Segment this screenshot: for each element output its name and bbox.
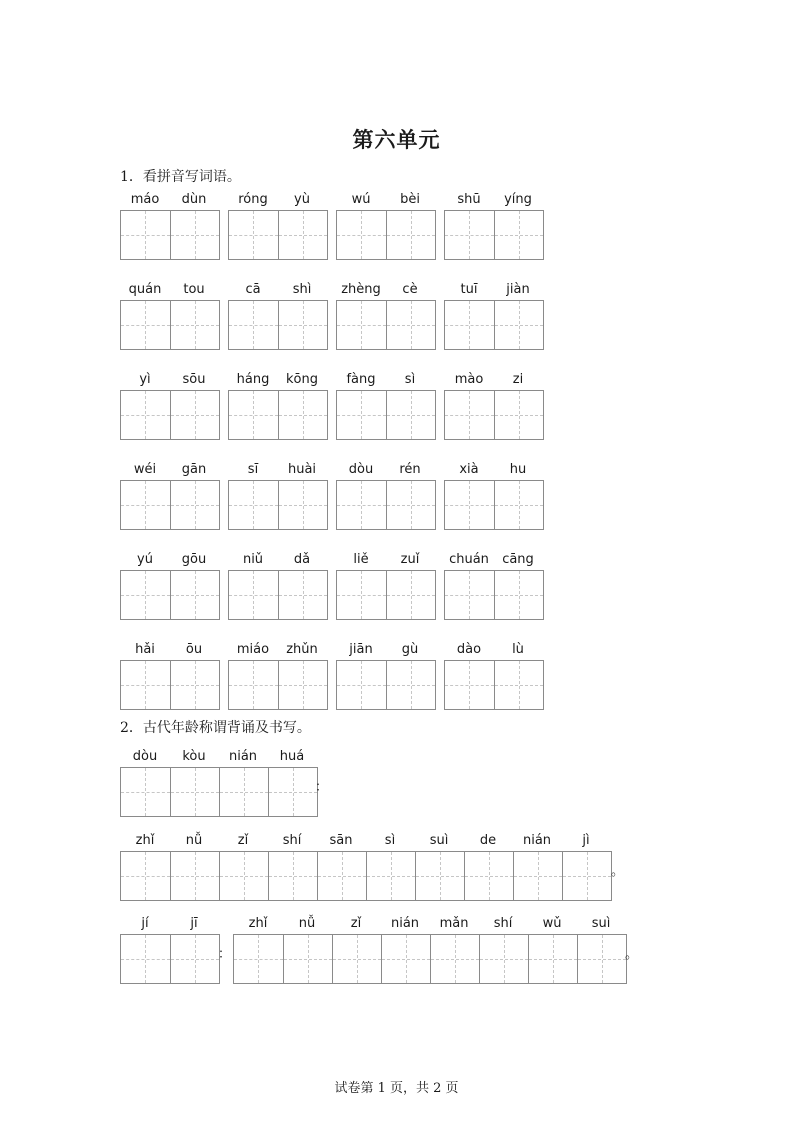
pinyin-label: nǚ bbox=[298, 916, 316, 931]
pinyin-row bbox=[336, 552, 434, 570]
pinyin-row bbox=[444, 462, 542, 480]
tianzige-cell[interactable] bbox=[170, 301, 219, 349]
tianzige-cell[interactable] bbox=[430, 935, 479, 983]
tianzige-cell[interactable] bbox=[415, 852, 464, 900]
pinyin-label: huá bbox=[279, 749, 305, 764]
tianzige-cell[interactable] bbox=[121, 768, 170, 816]
pinyin-label: dòu bbox=[132, 749, 158, 764]
pinyin-label: sì bbox=[404, 372, 416, 387]
pinyin-label: máo bbox=[130, 192, 160, 207]
pinyin-label: yú bbox=[137, 552, 153, 567]
tianzige-cell[interactable] bbox=[337, 211, 386, 259]
tianzige-cell[interactable] bbox=[170, 935, 219, 983]
writing-box bbox=[120, 480, 220, 530]
pinyin-row bbox=[120, 749, 316, 767]
page-title: 第六单元 bbox=[352, 127, 441, 152]
writing-box bbox=[233, 934, 627, 984]
tianzige-cell[interactable] bbox=[170, 481, 219, 529]
writing-box bbox=[228, 660, 328, 710]
pinyin-label: dùn bbox=[181, 192, 207, 207]
writing-box bbox=[336, 210, 436, 260]
pinyin-row bbox=[228, 372, 326, 390]
pinyin-label: gù bbox=[401, 642, 419, 657]
pinyin-label: wǔ bbox=[542, 916, 562, 931]
page-footer: 试卷第 1 页，共 2 页 bbox=[334, 1081, 459, 1096]
pinyin-label: wéi bbox=[133, 462, 157, 477]
writing-box bbox=[228, 570, 328, 620]
tianzige-cell[interactable] bbox=[121, 935, 170, 983]
writing-box bbox=[120, 851, 612, 901]
writing-box bbox=[444, 210, 544, 260]
pinyin-row bbox=[444, 372, 542, 390]
tianzige-cell[interactable] bbox=[121, 571, 170, 619]
pinyin-label: cè bbox=[402, 282, 418, 297]
writing-box bbox=[336, 660, 436, 710]
tianzige-cell[interactable] bbox=[337, 391, 386, 439]
pinyin-label: nián bbox=[228, 749, 258, 764]
writing-box bbox=[120, 767, 318, 817]
pinyin-label: kōng bbox=[286, 372, 318, 387]
pinyin-row bbox=[120, 192, 218, 210]
pinyin-label: jí bbox=[141, 916, 149, 931]
writing-box bbox=[336, 390, 436, 440]
question-2-title: 2．古代年龄称谓背诵及书写。 bbox=[120, 720, 311, 736]
tianzige-cell[interactable] bbox=[445, 391, 494, 439]
writing-box bbox=[336, 570, 436, 620]
tianzige-cell[interactable] bbox=[577, 935, 626, 983]
pinyin-label: dào bbox=[456, 642, 482, 657]
pinyin-label: yù bbox=[294, 192, 310, 207]
pinyin-row bbox=[444, 282, 542, 300]
writing-box bbox=[120, 660, 220, 710]
tianzige-cell[interactable] bbox=[219, 768, 268, 816]
tianzige-cell[interactable] bbox=[170, 391, 219, 439]
tianzige-cell[interactable] bbox=[278, 481, 327, 529]
pinyin-label: shì bbox=[292, 282, 312, 297]
pinyin-label: xià bbox=[459, 462, 479, 477]
tianzige-cell[interactable] bbox=[229, 661, 278, 709]
tianzige-cell[interactable] bbox=[445, 571, 494, 619]
tianzige-cell[interactable] bbox=[386, 211, 435, 259]
pinyin-row bbox=[120, 916, 218, 934]
writing-box bbox=[120, 300, 220, 350]
pinyin-label: tou bbox=[183, 282, 205, 297]
pinyin-label: jiàn bbox=[506, 282, 530, 297]
pinyin-label: rén bbox=[399, 462, 421, 477]
pinyin-row bbox=[228, 282, 326, 300]
colon-mark: ： bbox=[218, 947, 232, 962]
pinyin-label: mào bbox=[454, 372, 484, 387]
tianzige-cell[interactable] bbox=[229, 481, 278, 529]
tianzige-cell[interactable] bbox=[366, 852, 415, 900]
pinyin-row bbox=[336, 642, 434, 660]
pinyin-label: zhǔn bbox=[286, 642, 318, 657]
writing-box bbox=[444, 570, 544, 620]
writing-box bbox=[120, 934, 220, 984]
tianzige-cell[interactable] bbox=[445, 211, 494, 259]
tianzige-cell[interactable] bbox=[268, 768, 317, 816]
pinyin-label: dǎ bbox=[293, 552, 311, 567]
tianzige-cell[interactable] bbox=[494, 571, 543, 619]
pinyin-label: tuī bbox=[460, 282, 478, 297]
tianzige-cell[interactable] bbox=[494, 481, 543, 529]
pinyin-label: sì bbox=[384, 833, 396, 848]
pinyin-label: dòu bbox=[348, 462, 374, 477]
writing-box bbox=[120, 210, 220, 260]
pinyin-row bbox=[228, 462, 326, 480]
tianzige-cell[interactable] bbox=[229, 391, 278, 439]
writing-box bbox=[228, 480, 328, 530]
tianzige-cell[interactable] bbox=[278, 571, 327, 619]
pinyin-label: zǐ bbox=[237, 833, 249, 848]
pinyin-label: nián bbox=[390, 916, 420, 931]
pinyin-label: hu bbox=[509, 462, 527, 477]
pinyin-label: wú bbox=[351, 192, 371, 207]
pinyin-label: sī bbox=[247, 462, 259, 477]
pinyin-label: gōu bbox=[181, 552, 207, 567]
tianzige-cell[interactable] bbox=[386, 571, 435, 619]
pinyin-label: róng bbox=[238, 192, 268, 207]
tianzige-cell[interactable] bbox=[479, 935, 528, 983]
pinyin-label: niǔ bbox=[242, 552, 264, 567]
pinyin-label: cā bbox=[245, 282, 261, 297]
pinyin-row bbox=[444, 192, 542, 210]
pinyin-label: suì bbox=[591, 916, 611, 931]
pinyin-label: yì bbox=[139, 372, 151, 387]
pinyin-label: zhèng bbox=[341, 282, 381, 297]
tianzige-cell[interactable] bbox=[229, 211, 278, 259]
pinyin-label: shū bbox=[457, 192, 481, 207]
pinyin-label: sān bbox=[329, 833, 353, 848]
tianzige-cell[interactable] bbox=[513, 852, 562, 900]
tianzige-cell[interactable] bbox=[494, 391, 543, 439]
writing-box bbox=[120, 570, 220, 620]
tianzige-cell[interactable] bbox=[219, 852, 268, 900]
pinyin-row bbox=[228, 642, 326, 660]
period-mark: 。 bbox=[625, 947, 639, 962]
writing-box bbox=[444, 390, 544, 440]
tianzige-cell[interactable] bbox=[494, 661, 543, 709]
pinyin-label: lù bbox=[512, 642, 524, 657]
tianzige-cell[interactable] bbox=[386, 481, 435, 529]
pinyin-row bbox=[336, 192, 434, 210]
pinyin-row bbox=[336, 462, 434, 480]
tianzige-cell[interactable] bbox=[170, 211, 219, 259]
pinyin-row bbox=[120, 372, 218, 390]
pinyin-label: fàng bbox=[346, 372, 376, 387]
pinyin-label: zi bbox=[512, 372, 524, 387]
writing-box bbox=[444, 300, 544, 350]
pinyin-label: liě bbox=[353, 552, 369, 567]
writing-box bbox=[444, 480, 544, 530]
question-1-title: 1．看拼音写词语。 bbox=[120, 169, 241, 185]
pinyin-label: zhǐ bbox=[135, 833, 155, 848]
tianzige-cell[interactable] bbox=[337, 571, 386, 619]
tianzige-cell[interactable] bbox=[445, 481, 494, 529]
pinyin-label: shí bbox=[493, 916, 513, 931]
writing-box bbox=[336, 300, 436, 350]
pinyin-label: yíng bbox=[504, 192, 532, 207]
tianzige-cell[interactable] bbox=[170, 768, 219, 816]
pinyin-label: quán bbox=[128, 282, 162, 297]
tianzige-cell[interactable] bbox=[170, 852, 219, 900]
pinyin-row bbox=[228, 552, 326, 570]
tianzige-cell[interactable] bbox=[121, 481, 170, 529]
pinyin-label: kòu bbox=[182, 749, 206, 764]
pinyin-row bbox=[336, 372, 434, 390]
writing-box bbox=[444, 660, 544, 710]
pinyin-label: hǎi bbox=[135, 642, 155, 657]
pinyin-label: mǎn bbox=[439, 916, 469, 931]
tianzige-cell[interactable] bbox=[170, 571, 219, 619]
tianzige-cell[interactable] bbox=[445, 661, 494, 709]
tianzige-cell[interactable] bbox=[317, 852, 366, 900]
tianzige-cell[interactable] bbox=[337, 301, 386, 349]
tianzige-cell[interactable] bbox=[278, 391, 327, 439]
period-mark: 。 bbox=[611, 864, 625, 879]
tianzige-cell[interactable] bbox=[528, 935, 577, 983]
tianzige-cell[interactable] bbox=[278, 301, 327, 349]
tianzige-cell[interactable] bbox=[121, 391, 170, 439]
tianzige-cell[interactable] bbox=[121, 211, 170, 259]
tianzige-cell[interactable] bbox=[445, 301, 494, 349]
pinyin-label: miáo bbox=[236, 642, 270, 657]
pinyin-label: gān bbox=[181, 462, 207, 477]
pinyin-row bbox=[233, 916, 625, 934]
pinyin-label: háng bbox=[236, 372, 270, 387]
pinyin-label: nǚ bbox=[185, 833, 203, 848]
pinyin-label: jì bbox=[582, 833, 590, 848]
pinyin-label: huài bbox=[287, 462, 317, 477]
pinyin-label: de bbox=[479, 833, 497, 848]
pinyin-row bbox=[120, 282, 218, 300]
pinyin-row bbox=[444, 642, 542, 660]
pinyin-label: jī bbox=[190, 916, 198, 931]
pinyin-label: zhǐ bbox=[248, 916, 268, 931]
tianzige-cell[interactable] bbox=[170, 661, 219, 709]
pinyin-row bbox=[120, 552, 218, 570]
tianzige-cell[interactable] bbox=[121, 852, 170, 900]
pinyin-row bbox=[120, 462, 218, 480]
colon-mark: ： bbox=[315, 780, 329, 795]
pinyin-label: cāng bbox=[502, 552, 534, 567]
tianzige-cell[interactable] bbox=[268, 852, 317, 900]
tianzige-cell[interactable] bbox=[337, 661, 386, 709]
tianzige-cell[interactable] bbox=[332, 935, 381, 983]
tianzige-cell[interactable] bbox=[283, 935, 332, 983]
pinyin-label: sōu bbox=[182, 372, 206, 387]
writing-box bbox=[336, 480, 436, 530]
tianzige-cell[interactable] bbox=[229, 301, 278, 349]
pinyin-label: zuǐ bbox=[400, 552, 420, 567]
pinyin-row bbox=[336, 282, 434, 300]
writing-box bbox=[120, 390, 220, 440]
pinyin-label: jiān bbox=[349, 642, 373, 657]
writing-box bbox=[228, 300, 328, 350]
pinyin-row bbox=[120, 642, 218, 660]
pinyin-label: bèi bbox=[400, 192, 420, 207]
tianzige-cell[interactable] bbox=[121, 661, 170, 709]
pinyin-row bbox=[120, 833, 610, 851]
pinyin-row bbox=[444, 552, 542, 570]
pinyin-label: shí bbox=[282, 833, 302, 848]
pinyin-label: nián bbox=[522, 833, 552, 848]
pinyin-label: ōu bbox=[185, 642, 203, 657]
pinyin-row bbox=[228, 192, 326, 210]
tianzige-cell[interactable] bbox=[234, 935, 283, 983]
pinyin-label: zǐ bbox=[350, 916, 362, 931]
tianzige-cell[interactable] bbox=[229, 571, 278, 619]
tianzige-cell[interactable] bbox=[494, 211, 543, 259]
tianzige-cell[interactable] bbox=[494, 301, 543, 349]
tianzige-cell[interactable] bbox=[278, 211, 327, 259]
tianzige-cell[interactable] bbox=[121, 301, 170, 349]
pinyin-label: chuán bbox=[449, 552, 489, 567]
tianzige-cell[interactable] bbox=[562, 852, 611, 900]
writing-box bbox=[228, 210, 328, 260]
tianzige-cell[interactable] bbox=[337, 481, 386, 529]
tianzige-cell[interactable] bbox=[386, 391, 435, 439]
writing-box bbox=[228, 390, 328, 440]
tianzige-cell[interactable] bbox=[381, 935, 430, 983]
pinyin-label: suì bbox=[429, 833, 449, 848]
tianzige-cell[interactable] bbox=[386, 301, 435, 349]
tianzige-cell[interactable] bbox=[464, 852, 513, 900]
tianzige-cell[interactable] bbox=[278, 661, 327, 709]
tianzige-cell[interactable] bbox=[386, 661, 435, 709]
